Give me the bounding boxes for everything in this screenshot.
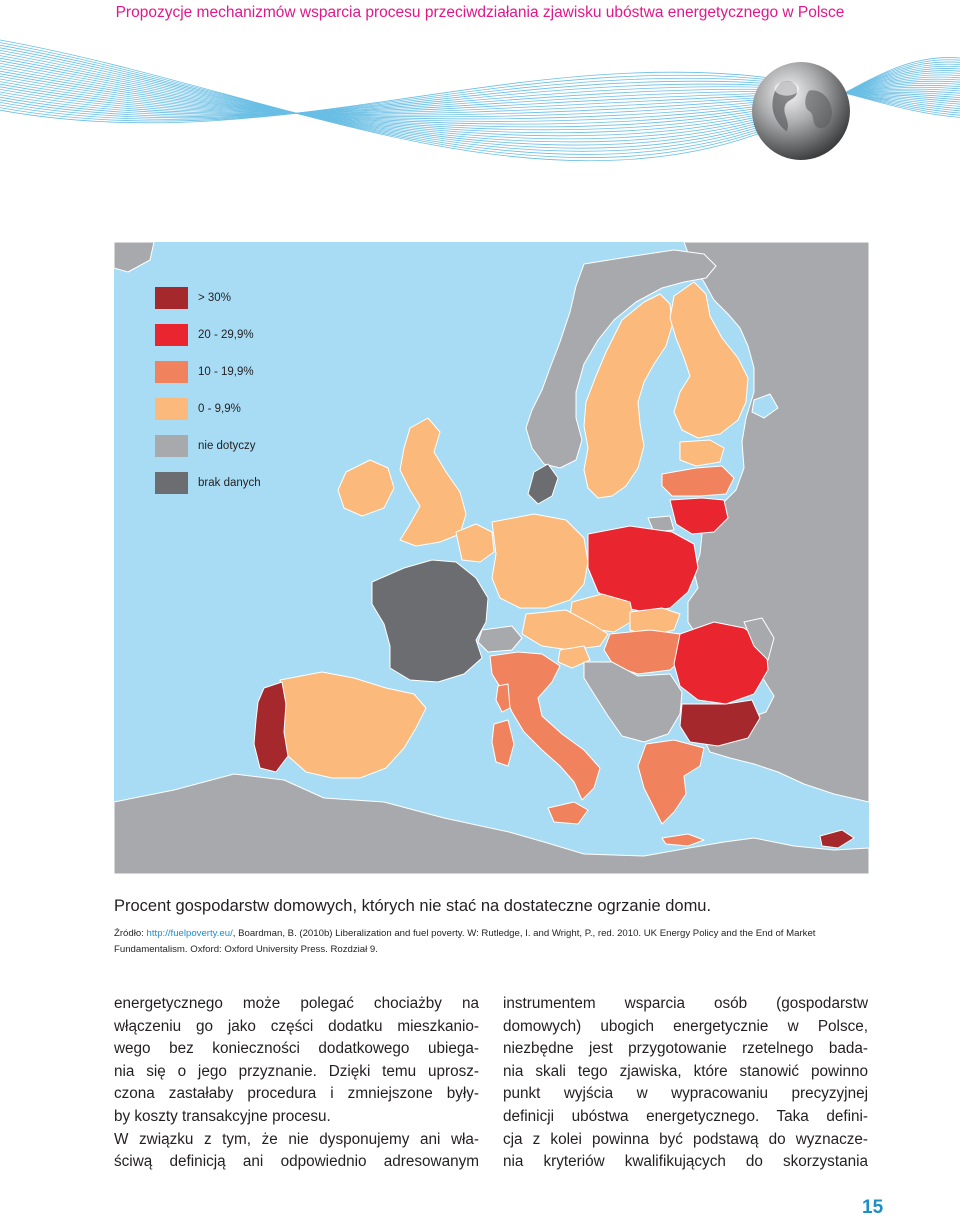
legend-label: nie dotyczy bbox=[198, 440, 256, 452]
body-line: energetycznego może polegać chociażby na bbox=[114, 995, 479, 1012]
legend-item-10-19 bbox=[155, 360, 261, 384]
body-line: czona zastałaby procedura i zmniejszone były- bbox=[114, 1085, 479, 1103]
legend-label: > 30% bbox=[198, 292, 231, 304]
body-line: definicji ubóstwa energetycznego. Taka defini- bbox=[503, 1107, 868, 1125]
legend-label: 20 - 29,9% bbox=[198, 329, 254, 341]
region-latvia bbox=[662, 466, 734, 496]
legend-label: 10 - 19,9% bbox=[198, 366, 254, 378]
body-line: ściwą definicją ani odpowiednio adresowanym bbox=[114, 1153, 479, 1171]
legend-swatch bbox=[155, 472, 188, 494]
legend-swatch bbox=[155, 287, 188, 309]
legend-item-0-9 bbox=[155, 397, 261, 421]
page-number: 15 bbox=[862, 1197, 884, 1218]
map-caption: Procent gospodarstw domowych, których nie stać na dostateczne ogrzanie domu. bbox=[114, 897, 712, 915]
body-line: instrumentem wsparcia osób (gospodarstw bbox=[503, 995, 868, 1012]
legend-item-20-29 bbox=[155, 323, 261, 347]
map-legend bbox=[155, 286, 261, 508]
legend-label: brak danych bbox=[198, 477, 261, 489]
region-denmark bbox=[528, 464, 558, 504]
region-greece bbox=[638, 740, 704, 824]
body-line: W związku z tym, że nie dysponujemy ani wła- bbox=[114, 1130, 479, 1148]
legend-swatch bbox=[155, 361, 188, 383]
region-balkans bbox=[584, 662, 682, 742]
body-line: niezbędne jest przygotowanie rzetelnego bada- bbox=[503, 1040, 868, 1058]
body-line: domowych) ubogich energetycznie w Polsce, bbox=[503, 1017, 868, 1035]
region-great-britain bbox=[400, 418, 466, 546]
body-line: punkt wyjścia w wypracowaniu precyzyjnej bbox=[503, 1085, 868, 1103]
body-line: cja z kolei powinna być podstawą do wyznacze- bbox=[503, 1130, 868, 1148]
globe-icon bbox=[750, 60, 852, 162]
legend-label: 0 - 9,9% bbox=[198, 403, 241, 415]
region-cyprus bbox=[820, 830, 854, 848]
legend-swatch bbox=[155, 435, 188, 457]
region-spain bbox=[280, 672, 426, 778]
region-corsica bbox=[496, 684, 510, 712]
region-greenland bbox=[114, 242, 154, 272]
source-link[interactable]: http://fuelpoverty.eu/ bbox=[146, 928, 233, 939]
region-ireland bbox=[338, 460, 394, 516]
region-crete bbox=[662, 834, 704, 846]
body-line: by koszty transakcyjne procesu. bbox=[114, 1107, 331, 1125]
body-column-right bbox=[503, 993, 868, 1174]
body-line: włączeniu go jako części dodatku mieszkanio- bbox=[114, 1017, 479, 1035]
fuel-poverty-map bbox=[114, 242, 869, 874]
legend-item-not-applicable bbox=[155, 434, 261, 458]
body-line: wego bez konieczności dodatkowego ubiega- bbox=[114, 1040, 479, 1058]
region-switzerland bbox=[478, 626, 522, 652]
legend-swatch bbox=[155, 324, 188, 346]
region-germany bbox=[492, 514, 588, 608]
region-sardinia bbox=[492, 720, 514, 766]
header-title: Propozycje mechanizmów wsparcia procesu przeciwdziałania zjawisku ubóstwa energetycznego w Polsce bbox=[115, 4, 845, 21]
legend-swatch bbox=[155, 398, 188, 420]
region-estonia bbox=[680, 440, 724, 466]
body-line: nia skali tego zjawiska, które stanowić powinno bbox=[503, 1062, 868, 1080]
region-benelux bbox=[456, 524, 494, 562]
legend-item-no-data bbox=[155, 471, 261, 495]
region-portugal bbox=[254, 682, 288, 772]
body-line: nia się o jego przyznanie. Dzięki temu uprosz- bbox=[114, 1062, 479, 1080]
source-prefix: Źródło: bbox=[114, 928, 147, 939]
region-france bbox=[372, 560, 488, 682]
body-line: nia kryteriów kwalifikujących do skorzystania bbox=[503, 1153, 868, 1171]
source-note bbox=[114, 926, 874, 958]
region-north-africa bbox=[114, 774, 869, 874]
legend-item-over-30 bbox=[155, 286, 261, 310]
body-column-left bbox=[114, 993, 479, 1174]
source-citation: , Boardman, B. (2010b) Liberalization and fuel poverty. W: Rutledge, I. and Wright, P., red. 2010. UK Energy Policy and the End of Market Fundamentalism. Oxford: Oxford University Press. Rozdział 9. bbox=[114, 928, 816, 955]
region-sicily bbox=[548, 802, 588, 824]
